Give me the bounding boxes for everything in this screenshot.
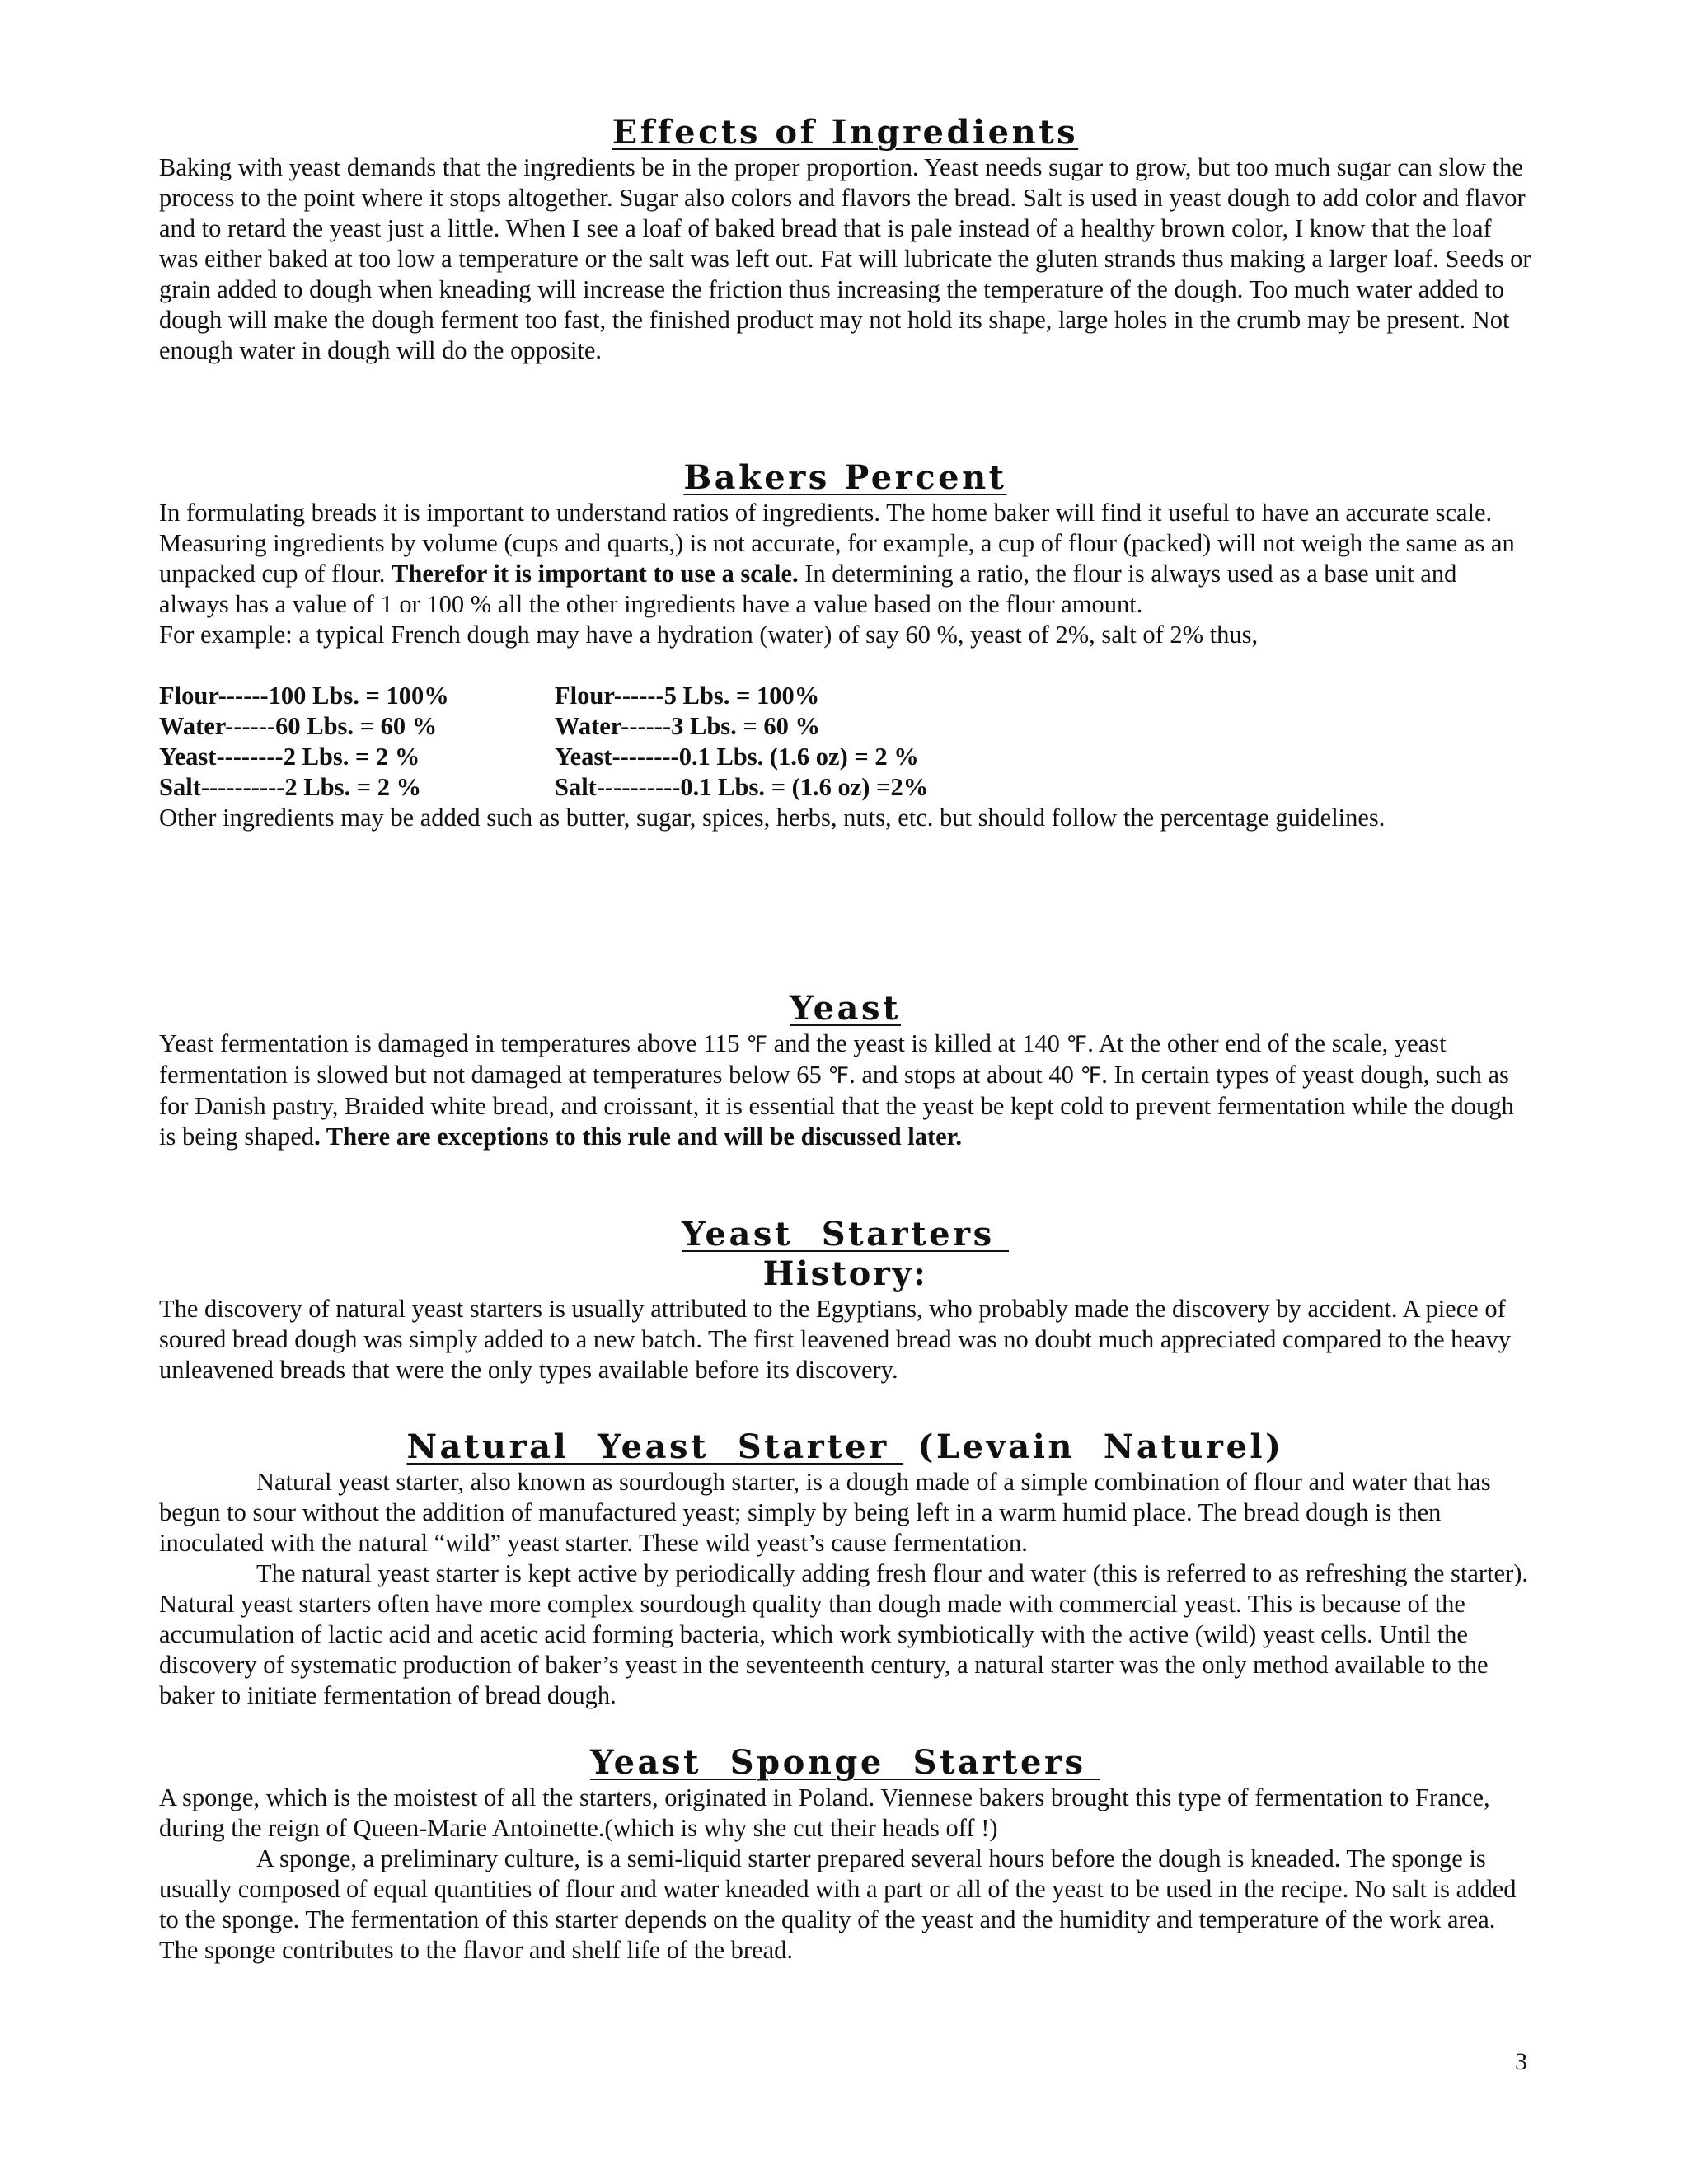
section-natural-yeast-starter bbox=[159, 1427, 1531, 1711]
ratio-table bbox=[159, 681, 1531, 803]
paragraph: The natural yeast starter is kept active by periodically adding fresh flour and water (this is referred to as refreshing the starter). Natural yeast starters often have more complex sourdough quality than dough made with commercial yeast. This is because of the accumulation of lactic acid and acetic acid forming bacteria, which work symbiotically with the active (wild) yeast cells. Until the discovery of systematic production of baker’s yeast in the seventeenth century, a natural starter was the only method available to the baker to initiate fermentation of bread dough. bbox=[159, 1559, 1529, 1709]
fahrenheit-symbol: ℉ bbox=[828, 1063, 850, 1089]
text-run: Yeast fermentation is damaged in temperatures above 115 bbox=[159, 1029, 747, 1057]
paragraph bbox=[159, 1029, 1531, 1152]
text-run: and the yeast is killed at 140 bbox=[767, 1029, 1067, 1057]
ratio-cell: Yeast--------2 Lbs. = 2 % bbox=[159, 743, 420, 771]
heading-text: Bakers Percent bbox=[683, 458, 1007, 497]
heading-text: Effects of Ingredients bbox=[612, 113, 1079, 152]
fahrenheit-symbol: ℉ bbox=[746, 1032, 768, 1057]
fahrenheit-symbol: ℉ bbox=[1080, 1063, 1102, 1089]
bold-text: Therefor it is important to use a scale. bbox=[392, 560, 799, 588]
heading-subtext: (Levain Naturel) bbox=[903, 1427, 1284, 1466]
ratio-cell: Salt----------0.1 Lbs. = (1.6 oz) =2% bbox=[555, 773, 929, 801]
heading-text: Yeast bbox=[790, 989, 901, 1028]
paragraph: The discovery of natural yeast starters is usually attributed to the Egyptians, who probably made the discovery by accident. A piece of soured bread dough was simply added to a new batch. The first leavened bread was no doubt much appreciated compared to the heavy unleavened breads that were the only types available before its discovery. bbox=[159, 1295, 1511, 1384]
section-yeast-sponge-starters bbox=[159, 1743, 1531, 1966]
paragraph: For example: a typical French dough may have a hydration (water) of say 60 %, yeast of 2%, salt of 2% thus, bbox=[159, 621, 1259, 649]
section-heading bbox=[159, 989, 1531, 1029]
section-heading bbox=[159, 1215, 1531, 1254]
ratio-cell: Flour------100 Lbs. = 100% bbox=[159, 682, 449, 710]
ratio-cell: Water------60 Lbs. = 60 % bbox=[159, 712, 438, 740]
fahrenheit-symbol: ℉ bbox=[1066, 1032, 1088, 1057]
ratio-cell: Water------3 Lbs. = 60 % bbox=[555, 712, 821, 740]
section-bakers-percent bbox=[159, 458, 1531, 833]
section-yeast bbox=[159, 989, 1531, 1152]
paragraph: Baking with yeast demands that the ingredients be in the proper proportion. Yeast needs sugar to grow, but too much sugar can slow the process to the point where it stops altogether. Sugar also colors and flavors the bread. Salt is used in yeast dough to add color and flavor and to retard the yeast just a little. When I see a loaf of baked bread that is pale instead of a healthy brown color, I know that the loaf was either baked at too low a temperature or the salt was left out. Fat will lubricate the gluten strands thus making a larger loaf. Seeds or grain added to dough when kneading will increase the friction thus increasing the temperature of the dough. Too much water added to dough will make the dough ferment too fast, the finished product may not hold its shape, large holes in the crumb may be present. Not enough water in dough will do the opposite. bbox=[159, 153, 1531, 364]
text-run: In formulating breads it is important to understand ratios of ingredients. The home baker will find it useful to have an accurate scale. Measuring ingredients by volume (cups and quarts,) is not accurate, for example, a cup of flour (packed) will not weigh the same as an unpacked cup of flour. bbox=[159, 499, 1515, 588]
section-heading bbox=[159, 113, 1531, 152]
section-yeast-starters bbox=[159, 1215, 1531, 1385]
text-run: . and stops at about 40 bbox=[849, 1061, 1081, 1089]
page-number: 3 bbox=[1515, 2048, 1527, 2075]
heading-text: Natural Yeast Starter bbox=[406, 1427, 904, 1466]
text-run: In determining a ratio, the flour is always used as a base unit and always has a value of 1 or 100 % all the other ingredients have a value based on the flour amount. bbox=[159, 560, 1457, 618]
paragraph: A sponge, which is the moistest of all the starters, originated in Poland. Viennese bakers brought this type of fermentation to France, during the reign of Queen-Marie Antoinette.(which is why she cut their heads off !) bbox=[159, 1783, 1490, 1842]
paragraph bbox=[159, 498, 1531, 620]
text-run: . At the other end of the scale, yeast fermentation is slowed but not damaged at temperatures below 65 bbox=[159, 1029, 1447, 1089]
ratio-cell: Yeast--------0.1 Lbs. (1.6 oz) = 2 % bbox=[555, 743, 919, 771]
section-heading bbox=[159, 458, 1531, 498]
section-effects-of-ingredients bbox=[159, 113, 1531, 366]
ratio-cell: Salt----------2 Lbs. = 2 % bbox=[159, 773, 422, 801]
section-heading bbox=[159, 1427, 1531, 1467]
blank-line bbox=[159, 650, 1531, 681]
ratio-cell: Flour------5 Lbs. = 100% bbox=[555, 682, 820, 710]
paragraph: A sponge, a preliminary culture, is a semi-liquid starter prepared several hours before the dough is kneaded. The sponge is usually composed of equal quantities of flour and water kneaded with a part or all of the yeast to be used in the recipe. No salt is added to the sponge. The fermentation of this starter depends on the quality of the yeast and the humidity and temperature of the work area. The sponge contributes to the flavor and shelf life of the bread. bbox=[159, 1844, 1517, 1964]
paragraph: Natural yeast starter, also known as sourdough starter, is a dough made of a simple combination of flour and water that has begun to sour without the addition of manufactured yeast; simply by being left in a warm humid place. The bread dough is then inoculated with the natural “wild” yeast starter. These wild yeast’s cause fermentation. bbox=[159, 1468, 1491, 1557]
text-run: . In certain types of yeast dough, such as for Danish pastry, Braided white bread, and croissant, it is essential that the yeast be kept cold to prevent fermentation while the dough is being shaped bbox=[159, 1061, 1514, 1151]
heading-text: Yeast Sponge Starters bbox=[590, 1743, 1100, 1782]
paragraph: Other ingredients may be added such as butter, sugar, spices, herbs, nuts, etc. but should follow the percentage guidelines. bbox=[159, 804, 1386, 832]
section-heading bbox=[159, 1743, 1531, 1783]
subheading: History: bbox=[762, 1254, 928, 1293]
heading-text: Yeast Starters bbox=[681, 1215, 1010, 1254]
bold-text: . There are exceptions to this rule and will be discussed later. bbox=[314, 1122, 963, 1151]
